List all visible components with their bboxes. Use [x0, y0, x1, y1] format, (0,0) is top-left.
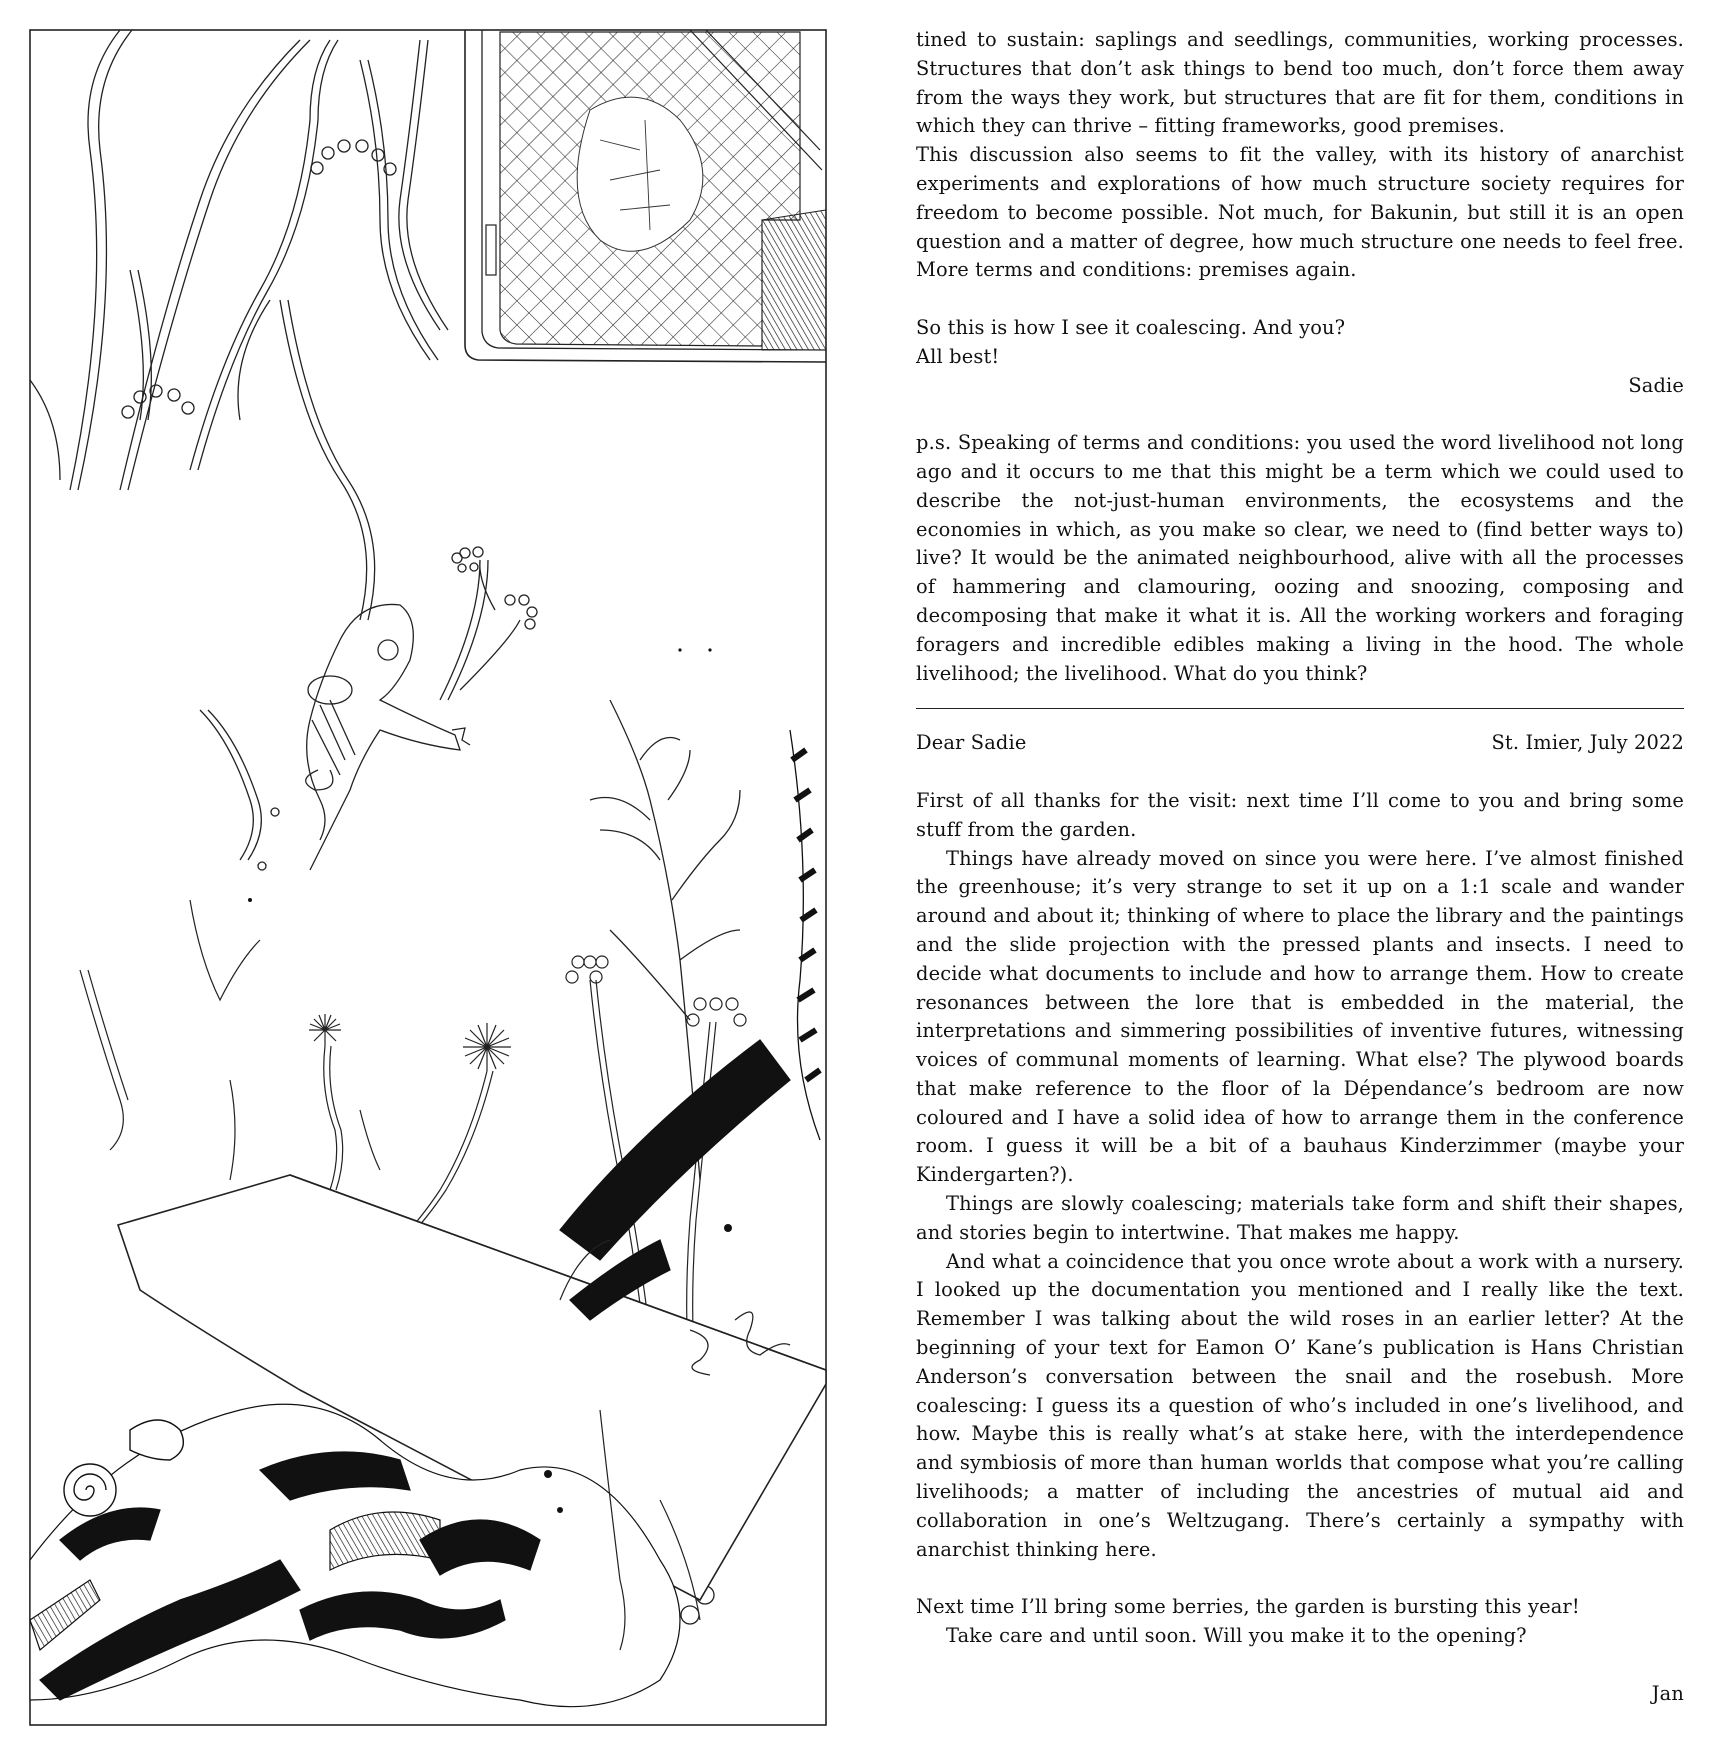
- sadie-postscript: p.s. Speaking of terms and conditions: you used the word livelihood not long ago and it occurs to me that this might be a term which we could used to describe the not-just-human environments, the ecosystems and the economies in which, as you make so clear, we need to (find better ways to) live? It would be the animated neighbourhood, alive with all the processes of hammering and clamouring, oozing and snoozing, composing and decomposing that make it what it is. All the working workers and foraging foragers and incredible edibles making a living in the hood. The whole livelihood; the livelihood. What do you think?: [916, 431, 1684, 685]
- sadie-paragraph-2: This discussion also seems to fit the valley, with its history of anarchist experiments and explorations of how much structure society requires for freedom to become possible. Not much, for Bakunin, but still it is an open question and a matter of degree, how much structure one needs to feel free. More terms and conditions: premises again.: [916, 143, 1684, 282]
- letter-divider: [916, 708, 1684, 709]
- fence-panel: [465, 30, 826, 362]
- jan-paragraph-5: Next time I’ll bring some berries, the garden is bursting this year!: [916, 1595, 1580, 1619]
- jan-place-date: St. Imier, July 2022: [1491, 731, 1684, 755]
- jan-paragraph-1: First of all thanks for the visit: next time I’ll come to you and bring some stuff from the garden.: [916, 788, 1684, 841]
- jan-salutation: Dear Sadie: [916, 731, 1027, 755]
- letters-text-column: [916, 26, 1684, 1708]
- striped-reed: [790, 730, 836, 1140]
- jan-paragraph-6: Take care and until soon. Will you make it to the opening?: [946, 1624, 1527, 1648]
- jan-letter-header: [916, 729, 1684, 758]
- sadie-closing: All best!: [916, 344, 1000, 368]
- jan-paragraph-2: Things have already moved on since you were here. I’ve almost finished the greenhouse; it’s very strange to set it up on a 1:1 scale and wander around and about it; thinking of where to place the library and the paintings and the slide projection with the pressed plants and insects. I need to decide what documents to include and how to arrange them. How to create resonances between the lore that is embedded in the material, the interpretations and simmering possibilities of inventive futures, witnessing voices of communal moments of learning. What else? The plywood boards that make reference to the floor of la Dépendance’s bedroom are now coloured and I have a solid idea of how to arrange them in the conference room. I guess it will be a bit of a bauhaus Kinderzimmer (maybe your Kindergarten?).: [916, 846, 1684, 1187]
- jan-signature: Jan: [1651, 1681, 1684, 1705]
- sadie-paragraph-1: tined to sustain: saplings and seedlings, communities, working processes. Structures that don’t ask things to bend too much, don’t force them away from the ways they work, but structures that are fit for them, conditions in which they can thrive – fitting frameworks, good premises.: [916, 28, 1684, 138]
- sadie-paragraph-3: So this is how I see it coalescing. And you?: [916, 315, 1346, 339]
- jan-paragraph-3: Things are slowly coalescing; materials take form and shift their shapes, and stories begin to intertwine. That makes me happy.: [916, 1192, 1684, 1244]
- flower-stem-pair: [200, 547, 537, 860]
- sadie-signature: Sadie: [1628, 373, 1684, 397]
- creature-figure: [306, 604, 470, 870]
- jan-paragraph-4: And what a coincidence that you once wrote about a work with a nursery. I looked up the documentation you mentioned and I really like the text. Remember I was talking about the wild roses in an earlier letter? At the beginning of your text for Eamon O’ Kane’s publication is Hans Christian Anderson’s conversation between the snail and the rosebush. More coalescing: I guess its a question of who’s included in one’s livelihood, and how. Maybe this is really what’s at stake here, with the interdependence and symbiosis of more than human worlds that compose what you’re calling livelihoods; a matter of including the ancestries of mutual aid and collaboration in one’s Weltzugang. There’s certainly a sympathy with anarchist thinking here.: [916, 1249, 1684, 1561]
- grass-stems: [30, 30, 448, 620]
